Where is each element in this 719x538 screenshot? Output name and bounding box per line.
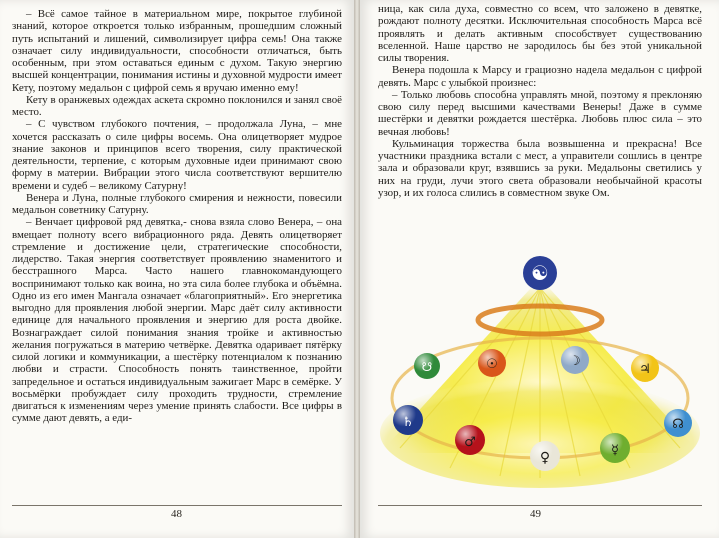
footer-rule bbox=[12, 505, 342, 506]
jupiter-icon: ♃ bbox=[639, 362, 651, 377]
venus-icon: ♀ bbox=[539, 450, 551, 466]
paragraph: – Всё самое тайное в материальном мире, покрытое глубиной знаний, которое откроется только избранным, прошедшим сложный путь испытаний и лишений, символизирует цифра семь! Она также означает силу индивидуальности, способности отличаться, быть особенным, при этом оставаться единым с духом. Такую энергию высшей концентрации, понимания истины и духовной мудрости имеет Кету, поэтому медальон с цифрой семь я вручаю именно ему! bbox=[12, 8, 342, 94]
paragraph: – Только любовь способна управлять мной, поэтому я преклоняю свою силу перед высшими качествами Венеры! Даже в сумме шестёрки и девятки рождается шестёрка. Любовь плюс сила – это вечная любовь! bbox=[378, 88, 702, 138]
page-number: 48 bbox=[171, 508, 182, 520]
sun-icon: ☉ bbox=[486, 357, 498, 372]
rahu-icon: ☊ bbox=[672, 417, 684, 432]
left-page bbox=[0, 0, 354, 538]
footer-rule bbox=[378, 505, 702, 506]
moon-icon: ☽ bbox=[569, 354, 581, 369]
ketu-icon: ☋ bbox=[421, 360, 433, 374]
left-page-text bbox=[12, 8, 342, 425]
paragraph: Венера и Луна, полные глубокого смирения и нежности, повесили медальон советнику Сатурну. bbox=[12, 191, 342, 216]
paragraph: Кульминация торжества была возвышенна и прекрасна! Все участники праздника встали с мест, а управители сошлись в центре зала и образовали круг, взявшись за руки. Медальоны светились у них на груди, лучи этого света образовали необычайной красоты узор, и их голоса слились в совместном звуке Ом. bbox=[378, 137, 702, 199]
mercury-icon: ☿ bbox=[611, 443, 619, 458]
right-page-text bbox=[378, 3, 702, 199]
paragraph: Кету в оранжевых одеждах аскета скромно поклонился и занял своё место. bbox=[12, 93, 342, 118]
right-page bbox=[360, 0, 719, 538]
mars-icon: ♂ bbox=[464, 435, 476, 450]
planet-circle-illustration bbox=[370, 248, 710, 498]
saturn-icon: ♄ bbox=[402, 415, 414, 430]
yin-yang-icon: ☯ bbox=[531, 261, 549, 285]
paragraph: Венера подошла к Марсу и грациозно надела медальон с цифрой девять. Марс с улыбкой произнес: bbox=[378, 64, 702, 89]
paragraph: – С чувством глубокого почтения, – продолжала Луна, – мне хочется рассказать о силе цифры восемь. Она олицетворяет мудрое знание законов и принципов всего творения, силу практической деятельности, терпение, с которым духовные идеи принимают свою форму в материи. Вибрации этого числа соответствуют вершителю времени и судеб – великому Сатурну! bbox=[12, 118, 342, 192]
illustration-svg bbox=[370, 248, 710, 498]
paragraph: ница, как сила духа, совместно со всем, что заложено в девятке, рождают полноту десятки. Исключительная способность Марса всё проявлять и делать активным способствует существованию вселенной. Наше царство не зародилось бы без этой уникальной силы творения. bbox=[378, 3, 702, 64]
page-number: 49 bbox=[530, 508, 541, 520]
paragraph: – Венчает цифровой ряд девятка,- снова взяла слово Венера, – она вмещает полноту всего вибрационного ряда. Девять олицетворяет стремление и достижение цели, стратегические способности, лидерство. Такая энергия соответствует проявлению знаменитого и бесстрашного Марса. Часто нашего главнокомандующего воспринимают только как воина, но эта сила более глубока и объёмна. Одно из его имен Мангала означает «благоприятный». Его энергетика выгодно для проявления любой энергии. Марс даёт силу активности единице для начального проявления и энергию для роста двойке. Вознаграждает силой понимания знания тройке и активностью желания погружаться в материю четвёрке. Девятка одаривает пятёрку силой логики и коммуникации, а шестёрку потенциалом к познанию любви и страсти. Способность понять таинственное, пройти запредельное и остаться индивидуальным зажигает Марс в семёрке. У восьмёрки пробуждает силу проходить трудности, стремление двигаться к изменениям через умение принять слабости. Все цифры в сумме дают девять, а еди- bbox=[12, 216, 342, 425]
